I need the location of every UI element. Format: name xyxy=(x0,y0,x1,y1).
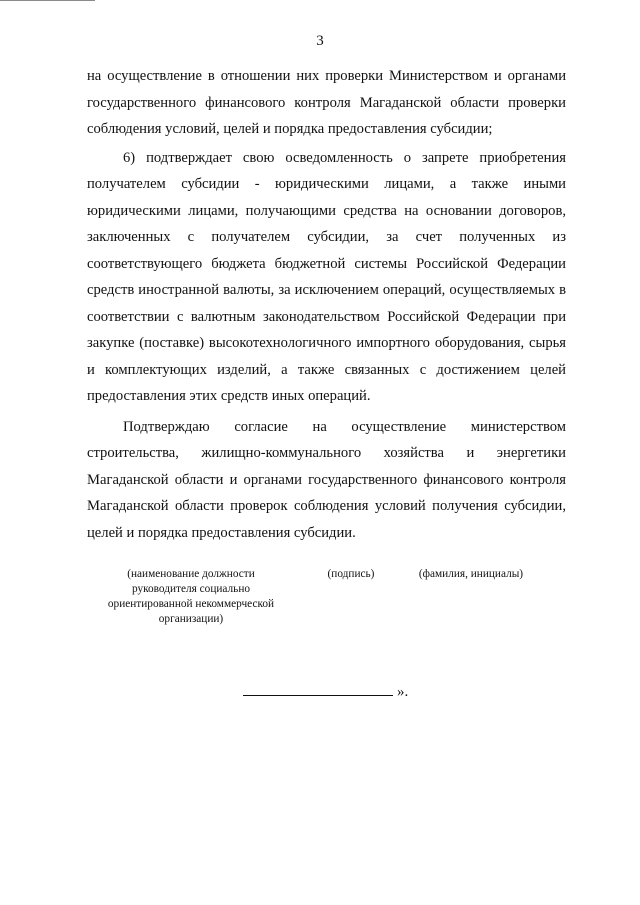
name-caption: (фамилия, инициалы) xyxy=(418,568,524,580)
scan-edge-mark xyxy=(0,0,95,6)
document-body xyxy=(87,63,566,546)
date-closing-mark: ». xyxy=(397,684,409,700)
paragraph-consent: Подтверждаю согласие на осуществление министерством строительства, жилищно-коммунального хозяйства и энергетики Магаданской области и органами государственного финансового контроля Магаданской области проверок соблюдения условий получения субсидии, целей и порядка предоставления субсидии. xyxy=(87,418,566,541)
paragraph-continuation: на осуществление в отношении них проверки Министерством и органами государственного финансового контроля Магаданской области проверки соблюдения условий, целей и порядка предоставления субсидии; xyxy=(87,68,566,137)
paragraph-item-6: 6) подтверждает свою осведомленность о запрете приобретения получателем субсидии - юридическими лицами, а также иными юридическими лицами, получающими средства на основании договоров, заключенных с получателем субсидии, за счет полученных из соответствующего бюджета бюджетной системы Российской Федерации средств иностранной валюты, за исключением операций, осуществляемых в соответствии с валютным законодательством Российской Федерации при закупке (поставке) высокотехнологичного импортного оборудования, сырья и комплектующих изделий, а также связанных с достижением целей предоставления этих средств иных операций. xyxy=(87,149,566,404)
position-caption: (наименование должности руководителя социально ориентированной некоммерческой организации) xyxy=(107,568,275,625)
signature-caption: (подпись) xyxy=(327,568,375,580)
date-blank-rule xyxy=(243,681,393,696)
page-number: 3 xyxy=(316,33,324,49)
date-line xyxy=(243,681,408,702)
